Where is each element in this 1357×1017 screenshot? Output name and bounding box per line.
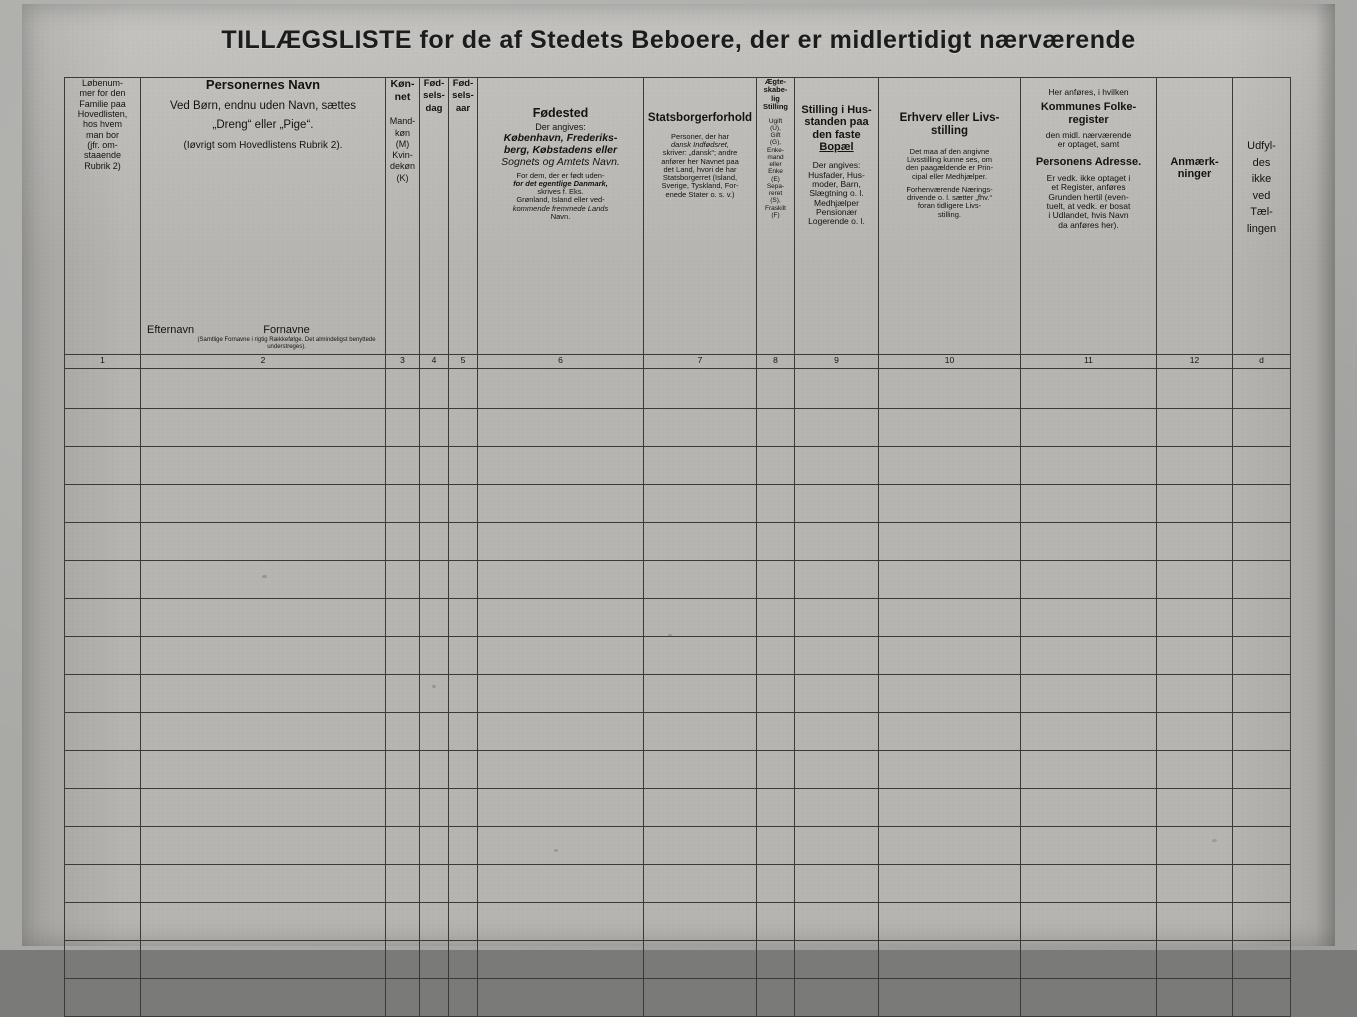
cell-anmaerkninger[interactable] — [1157, 675, 1233, 713]
col-header-stilling-i-husstanden: Stilling i Hus- standen paa den faste Bopæl Der angives: Husfader, Hus- moder, Barn, Slægtning o. l. Medhjælper Pensionær Logerende o. l. — [795, 78, 879, 355]
cell-kon[interactable] — [386, 751, 420, 789]
census-form-table — [64, 77, 1290, 929]
cell-fodselsaar[interactable] — [449, 485, 478, 523]
cell-anmaerkninger[interactable] — [1157, 941, 1233, 979]
cell-aegteskab[interactable] — [757, 751, 795, 789]
cell-stilling-husstand[interactable] — [795, 941, 879, 979]
cell-aegteskab[interactable] — [757, 409, 795, 447]
cell-fodselsdag[interactable] — [420, 637, 449, 675]
cell-fodselsdag[interactable] — [420, 903, 449, 941]
cell-statsborgerforhold[interactable] — [644, 941, 757, 979]
cell-udfyldes-ikke[interactable] — [1233, 713, 1291, 751]
cell-udfyldes-ikke[interactable] — [1233, 599, 1291, 637]
cell-folkeregister[interactable] — [1021, 523, 1157, 561]
cell-erhverv[interactable] — [879, 523, 1021, 561]
cell-udfyldes-ikke[interactable] — [1233, 523, 1291, 561]
table-row[interactable] — [65, 369, 1291, 409]
cell-aegteskab[interactable] — [757, 827, 795, 865]
cell-fodselsdag[interactable] — [420, 827, 449, 865]
cell-kon[interactable] — [386, 865, 420, 903]
cell-fodselsaar[interactable] — [449, 827, 478, 865]
cell-statsborgerforhold[interactable] — [644, 903, 757, 941]
cell-udfyldes-ikke[interactable] — [1233, 827, 1291, 865]
cell-anmaerkninger[interactable] — [1157, 713, 1233, 751]
cell-anmaerkninger[interactable] — [1157, 865, 1233, 903]
cell-kon[interactable] — [386, 637, 420, 675]
cell-anmaerkninger[interactable] — [1157, 599, 1233, 637]
cell-erhverv[interactable] — [879, 979, 1021, 1017]
cell-fodested[interactable] — [478, 675, 644, 713]
cell-folkeregister[interactable] — [1021, 599, 1157, 637]
cell-udfyldes-ikke[interactable] — [1233, 369, 1291, 409]
cell-kon[interactable] — [386, 561, 420, 599]
cell-aegteskab[interactable] — [757, 903, 795, 941]
cell-folkeregister[interactable] — [1021, 369, 1157, 409]
colnum-1: 1 — [65, 355, 141, 369]
colnum-3: 3 — [386, 355, 420, 369]
cell-erhverv[interactable] — [879, 713, 1021, 751]
col-header-fodselsaar: Fød- sels- aar — [449, 78, 478, 355]
colnum-4: 4 — [420, 355, 449, 369]
cell-navn[interactable] — [141, 523, 386, 561]
cell-lobenummer[interactable] — [65, 903, 141, 941]
cell-navn[interactable] — [141, 903, 386, 941]
column-number-row — [65, 355, 1291, 369]
col-header-lobenummer: Løbenum- mer for den Familie paa Hovedlisten, hos hvem man bor (jfr. om- staaende Rubrik 2) — [65, 78, 141, 355]
col-header-kommunens-folkeregister: Her anføres, i hvilken Kommunes Folke- register den midl. nærværende er optaget, samt Personens Adresse. Er vedk. ikke optaget i et Register, anføres Grunden hertil (even- tuelt, at vedk. er bosat i Udlandet, hvis Navn da anføres her). — [1021, 78, 1157, 355]
cell-stilling-husstand[interactable] — [795, 409, 879, 447]
cell-aegteskab[interactable] — [757, 561, 795, 599]
cell-aegteskab[interactable] — [757, 369, 795, 409]
col2-line4: (Iøvrigt som Hovedlistens Rubrik 2). — [183, 140, 343, 152]
cell-navn[interactable] — [141, 941, 386, 979]
colnum-5: 5 — [449, 355, 478, 369]
cell-anmaerkninger[interactable] — [1157, 447, 1233, 485]
cell-anmaerkninger[interactable] — [1157, 979, 1233, 1017]
cell-erhverv[interactable] — [879, 409, 1021, 447]
col-header-udfyldes-ikke: Udfyl- des ikke ved Tæl- lingen — [1233, 78, 1291, 355]
cell-aegteskab[interactable] — [757, 713, 795, 751]
col2-fornavne: Fornavne (Samtlige Fornavne i rigtig Rækkefølge. Det almindeligst benyttede understreges). — [197, 324, 376, 350]
cell-fodested[interactable] — [478, 561, 644, 599]
cell-folkeregister[interactable] — [1021, 447, 1157, 485]
cell-stilling-husstand[interactable] — [795, 751, 879, 789]
cell-stilling-husstand[interactable] — [795, 789, 879, 827]
col2-efternavn: Efternavn — [147, 324, 195, 337]
cell-erhverv[interactable] — [879, 447, 1021, 485]
cell-fodested[interactable] — [478, 485, 644, 523]
cell-statsborgerforhold[interactable] — [644, 523, 757, 561]
cell-kon[interactable] — [386, 827, 420, 865]
cell-navn[interactable] — [141, 827, 386, 865]
cell-lobenummer[interactable] — [65, 561, 141, 599]
table-row[interactable] — [65, 865, 1291, 903]
paper-speck — [554, 849, 558, 852]
cell-navn[interactable] — [141, 751, 386, 789]
table-row[interactable] — [65, 447, 1291, 485]
cell-folkeregister[interactable] — [1021, 789, 1157, 827]
colnum-12: 12 — [1157, 355, 1233, 369]
cell-lobenummer[interactable] — [65, 523, 141, 561]
cell-fodested[interactable] — [478, 903, 644, 941]
cell-aegteskab[interactable] — [757, 979, 795, 1017]
cell-navn[interactable] — [141, 637, 386, 675]
cell-navn[interactable] — [141, 789, 386, 827]
cell-fodselsaar[interactable] — [449, 447, 478, 485]
table-row[interactable] — [65, 751, 1291, 789]
cell-folkeregister[interactable] — [1021, 827, 1157, 865]
col2-heading: Personernes Navn — [205, 77, 321, 92]
cell-lobenummer[interactable] — [65, 447, 141, 485]
cell-statsborgerforhold[interactable] — [644, 865, 757, 903]
cell-fodselsaar[interactable] — [449, 637, 478, 675]
cell-fodselsdag[interactable] — [420, 561, 449, 599]
cell-stilling-husstand[interactable] — [795, 979, 879, 1017]
cell-anmaerkninger[interactable] — [1157, 523, 1233, 561]
paper-speck — [668, 634, 672, 637]
cell-fodselsdag[interactable] — [420, 675, 449, 713]
paper-speck — [262, 575, 267, 578]
cell-fodested[interactable] — [478, 941, 644, 979]
cell-fodselsdag[interactable] — [420, 713, 449, 751]
cell-aegteskab[interactable] — [757, 789, 795, 827]
colnum-10: 10 — [879, 355, 1021, 369]
cell-statsborgerforhold[interactable] — [644, 713, 757, 751]
cell-anmaerkninger[interactable] — [1157, 789, 1233, 827]
cell-udfyldes-ikke[interactable] — [1233, 675, 1291, 713]
cell-stilling-husstand[interactable] — [795, 713, 879, 751]
cell-lobenummer[interactable] — [65, 789, 141, 827]
header-row — [65, 78, 1291, 355]
cell-fodselsdag[interactable] — [420, 599, 449, 637]
cell-kon[interactable] — [386, 409, 420, 447]
cell-fodselsaar[interactable] — [449, 941, 478, 979]
cell-udfyldes-ikke[interactable] — [1233, 979, 1291, 1017]
cell-fodselsaar[interactable] — [449, 751, 478, 789]
registration-table — [64, 77, 1291, 1017]
cell-statsborgerforhold[interactable] — [644, 369, 757, 409]
cell-aegteskab[interactable] — [757, 523, 795, 561]
cell-statsborgerforhold[interactable] — [644, 827, 757, 865]
col2-line3: „Dreng“ eller „Pige“. — [212, 119, 314, 132]
cell-kon[interactable] — [386, 789, 420, 827]
cell-fodested[interactable] — [478, 599, 644, 637]
cell-erhverv[interactable] — [879, 941, 1021, 979]
col-header-konnet: Køn- net Mand- køn (M) Kvin- dekøn (K) — [386, 78, 420, 355]
cell-kon[interactable] — [386, 523, 420, 561]
cell-fodselsaar[interactable] — [449, 865, 478, 903]
table-row[interactable] — [65, 523, 1291, 561]
cell-anmaerkninger[interactable] — [1157, 903, 1233, 941]
cell-anmaerkninger[interactable] — [1157, 369, 1233, 409]
cell-erhverv[interactable] — [879, 865, 1021, 903]
cell-fodselsdag[interactable] — [420, 485, 449, 523]
cell-navn[interactable] — [141, 865, 386, 903]
cell-statsborgerforhold[interactable] — [644, 409, 757, 447]
col-header-fodested: Fødested Der angives: København, Frederiks- berg, Købstadens eller Sognets og Amtets Navn. For dem, der er født uden- for det egentlige Danmark, skrives f. Eks. Grønland, Island eller ved- kommende fremmede Lands Navn. — [478, 78, 644, 355]
cell-erhverv[interactable] — [879, 599, 1021, 637]
cell-stilling-husstand[interactable] — [795, 447, 879, 485]
col2-subheaders — [141, 324, 385, 350]
cell-lobenummer[interactable] — [65, 675, 141, 713]
cell-anmaerkninger[interactable] — [1157, 637, 1233, 675]
cell-folkeregister[interactable] — [1021, 637, 1157, 675]
cell-aegteskab[interactable] — [757, 865, 795, 903]
cell-statsborgerforhold[interactable] — [644, 789, 757, 827]
table-row[interactable] — [65, 409, 1291, 447]
cell-lobenummer[interactable] — [65, 751, 141, 789]
table-row[interactable] — [65, 941, 1291, 979]
colnum-11: 11 — [1021, 355, 1157, 369]
cell-folkeregister[interactable] — [1021, 485, 1157, 523]
cell-udfyldes-ikke[interactable] — [1233, 409, 1291, 447]
cell-erhverv[interactable] — [879, 675, 1021, 713]
cell-stilling-husstand[interactable] — [795, 561, 879, 599]
cell-aegteskab[interactable] — [757, 941, 795, 979]
cell-lobenummer[interactable] — [65, 865, 141, 903]
cell-folkeregister[interactable] — [1021, 903, 1157, 941]
cell-fodested[interactable] — [478, 865, 644, 903]
cell-fodselsdag[interactable] — [420, 409, 449, 447]
cell-folkeregister[interactable] — [1021, 409, 1157, 447]
table-row[interactable] — [65, 713, 1291, 751]
colnum-9: 9 — [795, 355, 879, 369]
cell-statsborgerforhold[interactable] — [644, 637, 757, 675]
cell-fodselsaar[interactable] — [449, 713, 478, 751]
cell-navn[interactable] — [141, 599, 386, 637]
cell-folkeregister[interactable] — [1021, 751, 1157, 789]
cell-lobenummer[interactable] — [65, 713, 141, 751]
cell-fodselsdag[interactable] — [420, 751, 449, 789]
cell-aegteskab[interactable] — [757, 485, 795, 523]
cell-folkeregister[interactable] — [1021, 561, 1157, 599]
col-header-fodselsdag: Fød- sels- dag — [420, 78, 449, 355]
cell-lobenummer[interactable] — [65, 409, 141, 447]
colnum-8: 8 — [757, 355, 795, 369]
cell-fodselsaar[interactable] — [449, 979, 478, 1017]
table-row[interactable] — [65, 561, 1291, 599]
cell-udfyldes-ikke[interactable] — [1233, 789, 1291, 827]
cell-lobenummer[interactable] — [65, 827, 141, 865]
cell-erhverv[interactable] — [879, 903, 1021, 941]
cell-udfyldes-ikke[interactable] — [1233, 561, 1291, 599]
cell-navn[interactable] — [141, 979, 386, 1017]
cell-navn[interactable] — [141, 409, 386, 447]
cell-erhverv[interactable] — [879, 751, 1021, 789]
cell-udfyldes-ikke[interactable] — [1233, 903, 1291, 941]
cell-anmaerkninger[interactable] — [1157, 485, 1233, 523]
cell-stilling-husstand[interactable] — [795, 637, 879, 675]
cell-erhverv[interactable] — [879, 369, 1021, 409]
colnum-6: 6 — [478, 355, 644, 369]
cell-fodselsaar[interactable] — [449, 675, 478, 713]
table-row[interactable] — [65, 827, 1291, 865]
cell-fodested[interactable] — [478, 979, 644, 1017]
cell-kon[interactable] — [386, 903, 420, 941]
cell-stilling-husstand[interactable] — [795, 523, 879, 561]
page-edge-shadow — [1315, 4, 1335, 946]
cell-erhverv[interactable] — [879, 789, 1021, 827]
cell-kon[interactable] — [386, 485, 420, 523]
page-title: TILLÆGSLISTE for de af Stedets Beboere, der er midlertidigt nærværende — [221, 26, 1136, 54]
cell-fodselsaar[interactable] — [449, 903, 478, 941]
cell-navn[interactable] — [141, 675, 386, 713]
cell-fodselsdag[interactable] — [420, 941, 449, 979]
form-sheet — [22, 4, 1335, 946]
col-header-anmaerkninger: Anmærk- ninger — [1157, 78, 1233, 355]
cell-fodselsdag[interactable] — [420, 789, 449, 827]
cell-kon[interactable] — [386, 599, 420, 637]
cell-fodselsaar[interactable] — [449, 789, 478, 827]
cell-lobenummer[interactable] — [65, 599, 141, 637]
cell-udfyldes-ikke[interactable] — [1233, 751, 1291, 789]
cell-statsborgerforhold[interactable] — [644, 561, 757, 599]
cell-folkeregister[interactable] — [1021, 979, 1157, 1017]
cell-fodselsdag[interactable] — [420, 523, 449, 561]
cell-stilling-husstand[interactable] — [795, 903, 879, 941]
cell-anmaerkninger[interactable] — [1157, 827, 1233, 865]
cell-navn[interactable] — [141, 485, 386, 523]
cell-statsborgerforhold[interactable] — [644, 675, 757, 713]
col-header-personernes-navn — [141, 78, 386, 355]
cell-stilling-husstand[interactable] — [795, 369, 879, 409]
cell-navn[interactable] — [141, 369, 386, 409]
col2-line2: Ved Børn, endnu uden Navn, sættes — [169, 99, 357, 112]
table-row[interactable] — [65, 675, 1291, 713]
cell-kon[interactable] — [386, 713, 420, 751]
cell-statsborgerforhold[interactable] — [644, 751, 757, 789]
cell-fodested[interactable] — [478, 751, 644, 789]
cell-lobenummer[interactable] — [65, 941, 141, 979]
cell-statsborgerforhold[interactable] — [644, 485, 757, 523]
cell-anmaerkninger[interactable] — [1157, 751, 1233, 789]
cell-aegteskab[interactable] — [757, 447, 795, 485]
cell-fodselsdag[interactable] — [420, 865, 449, 903]
cell-stilling-husstand[interactable] — [795, 599, 879, 637]
cell-fodested[interactable] — [478, 789, 644, 827]
cell-statsborgerforhold[interactable] — [644, 599, 757, 637]
table-row[interactable] — [65, 599, 1291, 637]
cell-erhverv[interactable] — [879, 561, 1021, 599]
paper-speck — [1212, 839, 1217, 842]
cell-fodested[interactable] — [478, 369, 644, 409]
cell-stilling-husstand[interactable] — [795, 865, 879, 903]
cell-stilling-husstand[interactable] — [795, 675, 879, 713]
cell-statsborgerforhold[interactable] — [644, 979, 757, 1017]
cell-fodested[interactable] — [478, 827, 644, 865]
cell-udfyldes-ikke[interactable] — [1233, 447, 1291, 485]
table-row[interactable] — [65, 789, 1291, 827]
colnum-7: 7 — [644, 355, 757, 369]
cell-aegteskab[interactable] — [757, 637, 795, 675]
cell-folkeregister[interactable] — [1021, 865, 1157, 903]
colnum-d: d — [1233, 355, 1291, 369]
table-row[interactable] — [65, 903, 1291, 941]
cell-kon[interactable] — [386, 941, 420, 979]
cell-aegteskab[interactable] — [757, 599, 795, 637]
cell-kon[interactable] — [386, 369, 420, 409]
cell-navn[interactable] — [141, 561, 386, 599]
cell-lobenummer[interactable] — [65, 369, 141, 409]
cell-statsborgerforhold[interactable] — [644, 447, 757, 485]
cell-fodselsaar[interactable] — [449, 523, 478, 561]
colnum-2: 2 — [141, 355, 386, 369]
cell-aegteskab[interactable] — [757, 675, 795, 713]
cell-folkeregister[interactable] — [1021, 941, 1157, 979]
cell-kon[interactable] — [386, 447, 420, 485]
cell-anmaerkninger[interactable] — [1157, 561, 1233, 599]
cell-fodested[interactable] — [478, 409, 644, 447]
paper-speck — [432, 685, 436, 688]
cell-folkeregister[interactable] — [1021, 713, 1157, 751]
cell-udfyldes-ikke[interactable] — [1233, 941, 1291, 979]
cell-fodselsaar[interactable] — [449, 369, 478, 409]
cell-udfyldes-ikke[interactable] — [1233, 637, 1291, 675]
cell-lobenummer[interactable] — [65, 485, 141, 523]
cell-fodselsaar[interactable] — [449, 409, 478, 447]
cell-erhverv[interactable] — [879, 827, 1021, 865]
cell-fodested[interactable] — [478, 637, 644, 675]
table-row[interactable] — [65, 637, 1291, 675]
cell-kon[interactable] — [386, 979, 420, 1017]
cell-lobenummer[interactable] — [65, 637, 141, 675]
col-header-aegteskabelig-stilling: Ægte- skabe- lig Stilling Ugift (U), Gift (G), Enke- mand eller Enke (E) Sepa- reret (S), Fraskilt (F) — [757, 78, 795, 355]
cell-erhverv[interactable] — [879, 637, 1021, 675]
cell-fodselsaar[interactable] — [449, 561, 478, 599]
table-row[interactable] — [65, 979, 1291, 1017]
cell-fodselsdag[interactable] — [420, 369, 449, 409]
cell-fodselsdag[interactable] — [420, 979, 449, 1017]
cell-erhverv[interactable] — [879, 485, 1021, 523]
cell-fodested[interactable] — [478, 447, 644, 485]
cell-fodested[interactable] — [478, 523, 644, 561]
cell-fodselsaar[interactable] — [449, 599, 478, 637]
cell-udfyldes-ikke[interactable] — [1233, 485, 1291, 523]
cell-anmaerkninger[interactable] — [1157, 409, 1233, 447]
cell-folkeregister[interactable] — [1021, 675, 1157, 713]
cell-kon[interactable] — [386, 675, 420, 713]
table-row[interactable] — [65, 485, 1291, 523]
cell-navn[interactable] — [141, 447, 386, 485]
cell-stilling-husstand[interactable] — [795, 827, 879, 865]
cell-fodselsdag[interactable] — [420, 447, 449, 485]
col-header-statsborgerforhold: Statsborgerforhold Personer, der har dansk Indfødsret, skriver: „dansk“; andre anfører her Navnet paa det Land, hvori de har Statsborgerret (Island, Sverige, Tyskland, For- enede Stater o. s. v.) — [644, 78, 757, 355]
cell-navn[interactable] — [141, 713, 386, 751]
cell-stilling-husstand[interactable] — [795, 485, 879, 523]
cell-udfyldes-ikke[interactable] — [1233, 865, 1291, 903]
cell-fodested[interactable] — [478, 713, 644, 751]
cell-lobenummer[interactable] — [65, 979, 141, 1017]
col-header-erhverv-eller-livsstilling: Erhverv eller Livs- stilling Det maa af den angivne Livsstilling kunne ses, om den paagældende er Prin- cipal eller Medhjælper. Forhenværende Nærings- drivende o. l. sætter „fhv.“ foran tidligere Livs- stilling. — [879, 78, 1021, 355]
